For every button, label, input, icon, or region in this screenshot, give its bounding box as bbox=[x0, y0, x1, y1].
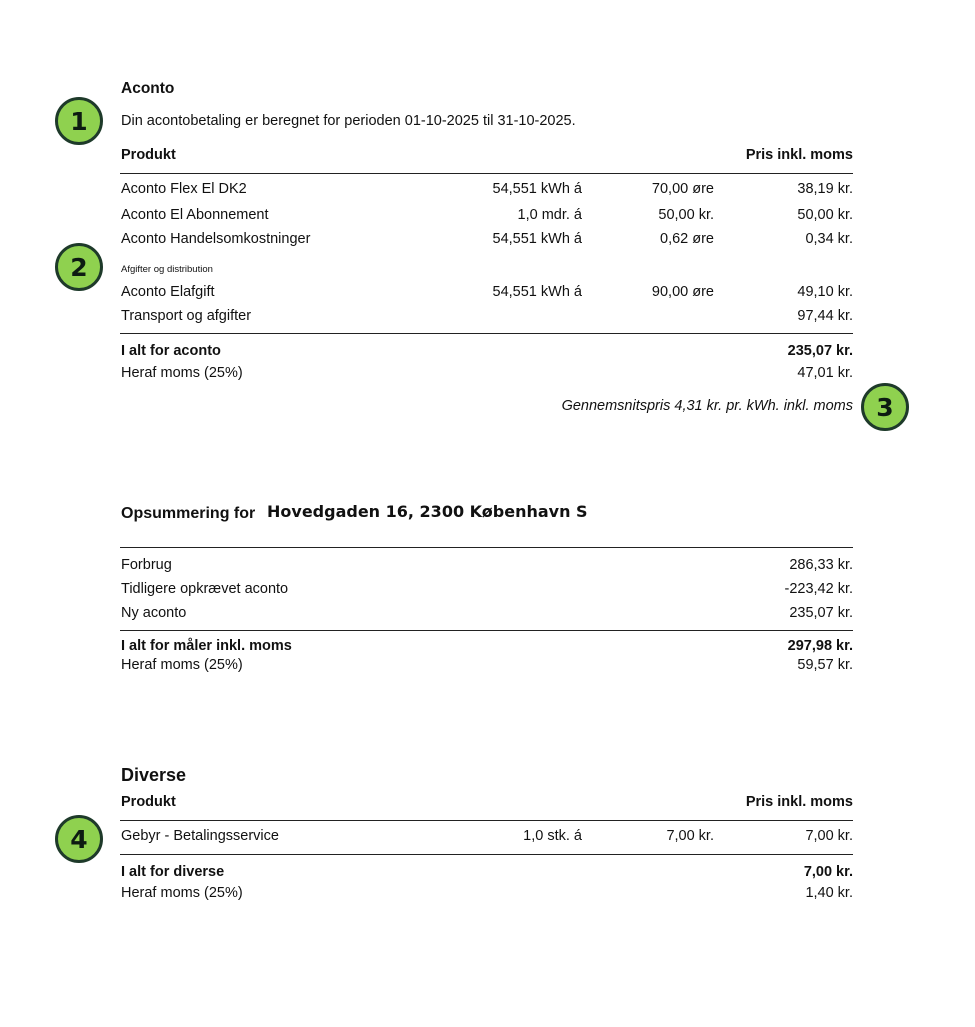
row-value: 286,33 kr. bbox=[789, 557, 853, 573]
aconto-total-divider bbox=[120, 333, 853, 334]
callout-badge-3: 3 bbox=[861, 383, 909, 431]
row-rate: 0,62 øre bbox=[660, 231, 714, 247]
row-price: 0,34 kr. bbox=[805, 231, 853, 247]
summary-address: Hovedgaden 16, 2300 København S bbox=[267, 502, 588, 521]
row-name: Transport og afgifter bbox=[121, 308, 252, 324]
aconto-col-product: Produkt bbox=[121, 147, 176, 163]
row-rate: 7,00 kr. bbox=[666, 828, 714, 844]
diverse-heading: Diverse bbox=[121, 765, 187, 785]
summary-vat-value: 59,57 kr. bbox=[797, 657, 853, 673]
row-rate: 90,00 øre bbox=[651, 284, 714, 300]
row-rate: 50,00 kr. bbox=[658, 207, 714, 223]
row-price: 7,00 kr. bbox=[805, 828, 853, 844]
diverse-col-price: Pris inkl. moms bbox=[745, 794, 853, 810]
row-label: Forbrug bbox=[121, 557, 172, 573]
callout-badge-2: 2 bbox=[55, 243, 103, 291]
summary-total-divider bbox=[120, 630, 853, 631]
row-value: -223,42 kr. bbox=[784, 581, 853, 597]
aconto-vat-value: 47,01 kr. bbox=[797, 365, 853, 381]
aconto-header-divider bbox=[120, 173, 853, 174]
row-qty: 54,551 kWh á bbox=[492, 284, 582, 300]
diverse-total-divider bbox=[120, 854, 853, 855]
summary-vat-label: Heraf moms (25%) bbox=[121, 657, 243, 673]
diverse-total-value: 7,00 kr. bbox=[803, 864, 853, 880]
row-label: Tidligere opkrævet aconto bbox=[121, 581, 289, 597]
aconto-col-price: Pris inkl. moms bbox=[745, 147, 853, 163]
aconto-average-price: Gennemsnitspris 4,31 kr. pr. kWh. inkl. moms bbox=[561, 398, 853, 414]
aconto-intro: Din acontobetaling er beregnet for perioden 01-10-2025 til 31-10-2025. bbox=[121, 113, 576, 129]
callout-badge-4: 4 bbox=[55, 815, 103, 863]
row-name: Aconto El Abonnement bbox=[121, 207, 269, 223]
aconto-total-label: I alt for aconto bbox=[121, 343, 221, 359]
row-price: 49,10 kr. bbox=[797, 284, 853, 300]
row-price: 97,44 kr. bbox=[797, 308, 853, 324]
diverse-vat-label: Heraf moms (25%) bbox=[121, 885, 243, 901]
summary-total-label: I alt for måler inkl. moms bbox=[121, 638, 292, 654]
summary-total-value: 297,98 kr. bbox=[787, 638, 853, 654]
row-price: 38,19 kr. bbox=[797, 181, 853, 197]
row-qty: 1,0 mdr. á bbox=[517, 207, 582, 223]
diverse-col-product: Produkt bbox=[121, 794, 176, 810]
row-name: Aconto Flex El DK2 bbox=[121, 181, 247, 197]
row-label: Ny aconto bbox=[121, 605, 187, 621]
diverse-vat-value: 1,40 kr. bbox=[805, 885, 853, 901]
aconto-subheading: Afgifter og distribution bbox=[121, 264, 213, 275]
row-name: Aconto Handelsomkostninger bbox=[121, 231, 311, 247]
aconto-total-value: 235,07 kr. bbox=[787, 343, 853, 359]
row-value: 235,07 kr. bbox=[789, 605, 853, 621]
row-name: Aconto Elafgift bbox=[121, 284, 215, 300]
summary-header-divider bbox=[120, 547, 853, 548]
diverse-total-label: I alt for diverse bbox=[121, 864, 225, 880]
summary-heading: Opsummering for bbox=[121, 505, 256, 522]
row-name: Gebyr - Betalingsservice bbox=[121, 828, 279, 844]
row-rate: 70,00 øre bbox=[651, 181, 714, 197]
callout-badge-1: 1 bbox=[55, 97, 103, 145]
row-qty: 1,0 stk. á bbox=[523, 828, 582, 844]
aconto-heading: Aconto bbox=[121, 80, 175, 97]
diverse-header-divider bbox=[120, 820, 853, 821]
row-qty: 54,551 kWh á bbox=[492, 181, 582, 197]
row-price: 50,00 kr. bbox=[797, 207, 853, 223]
row-qty: 54,551 kWh á bbox=[492, 231, 582, 247]
aconto-vat-label: Heraf moms (25%) bbox=[121, 365, 243, 381]
